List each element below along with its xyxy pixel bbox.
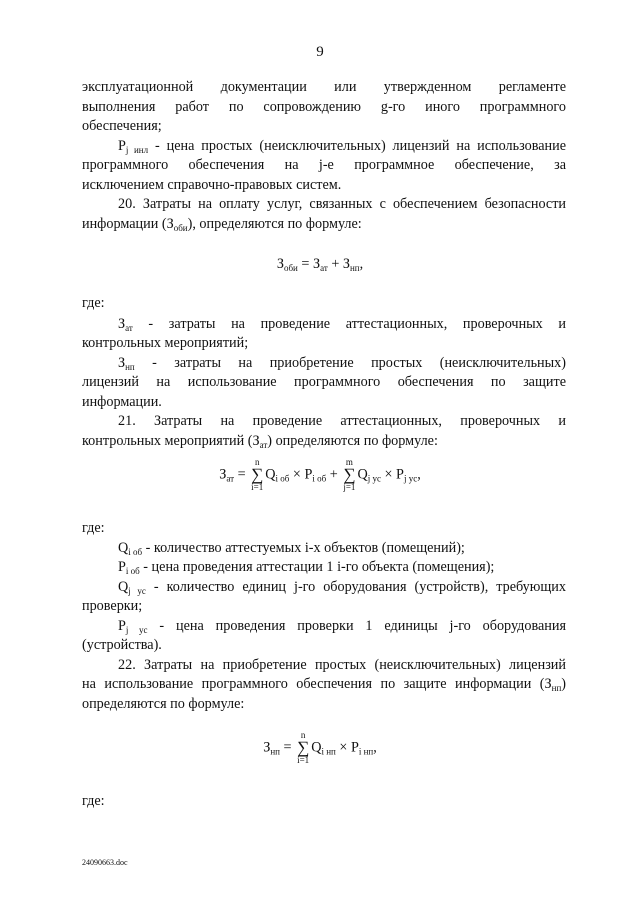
definition-line: $Q_{i об}$ - количество аттестуемых i-х объектов (помещений); [118,539,465,557]
text-line: (устройства). [82,637,162,653]
definitions-2 [82,519,566,714]
definition-line: $З_{нп}$ - затраты на приобретение простых (неисключительных) [118,354,566,372]
page-number: 9 [316,44,324,60]
sum-sign: n ∑ i=1 [251,457,264,492]
footer-filename: 24090663.doc [82,858,128,867]
text-line: определяются по формуле: [82,695,245,712]
definition-line: $З_{ат}$ - затраты на проведение аттестационных, проверочных и [118,315,566,333]
definition-line: $P_{i об}$ - цена проведения аттестации 1 i-го объекта (помещения); [118,559,495,576]
paragraph-22-line: 22. Затраты на приобретение простых (неисключительных) лицензий [118,656,566,673]
definition-text: - цена простых (неисключительных) лицензий на использование [148,137,566,154]
text-line: программного обеспечения на j-е программное обеспечение, за [82,157,566,173]
symbol: P [118,137,126,154]
text-line: выполнения работ по сопровождению g-го иного программного [82,98,566,115]
paragraph-20-line: 20. Затраты на оплату услуг, связанных с обеспечением безопасности [118,196,566,212]
formula-znp: $З_{нп}$ = n ∑ i=1 $Q_{i нп} \times P_{i нп}$, [263,730,377,765]
sum-sign: m ∑ j=1 [343,457,356,492]
definition-line [82,137,566,157]
text-line: исключением справочно-правовых систем. [82,176,342,193]
text-line: обеспечения; [82,118,162,134]
text-line: контрольных мероприятий; [82,335,249,351]
text-line: информации $(З_{оби})$, определяются по формуле: [82,215,362,233]
formula-zat: $З_{ат}$ = n ∑ i=1 $Q_{i об} \times P_{i об}$ + m ∑ j=1 $Q_{j ус} \times P_{j ус}$, [219,457,421,492]
paragraph-21-line: 21. Затраты на проведение аттестационных, проверочных и [118,413,566,429]
text-line: эксплуатационной документации или утвержденном регламенте [82,79,566,95]
text-line: лицензий на использование программного обеспечения по защите [82,374,566,390]
formula-zobi: $З_{оби} = З_{ат} + З_{нп}$, [276,256,364,273]
definitions-1 [82,294,566,451]
definition-line: $P_{j ус}$ - цена проведения проверки 1 единицы j-го оборудования [118,617,566,635]
paragraph-continuation [82,78,566,234]
symbol-subscript: j инл [125,144,149,155]
definition-line: $Q_{j ус}$ - количество единиц j-го оборудования (устройств), требующих [118,578,566,596]
where-label: где: [82,793,105,809]
sum-sign: n ∑ i=1 [297,730,310,765]
text-line: на использование программного обеспечения по защите информации $(З_{нп})$ [82,676,566,693]
text-line: информации. [82,393,162,410]
where-label: где: [82,295,105,311]
text-line: контрольных мероприятий $(З_{ат})$ определяются по формуле: [82,432,438,450]
text-line: проверки; [82,598,143,614]
where-label: где: [82,520,105,536]
